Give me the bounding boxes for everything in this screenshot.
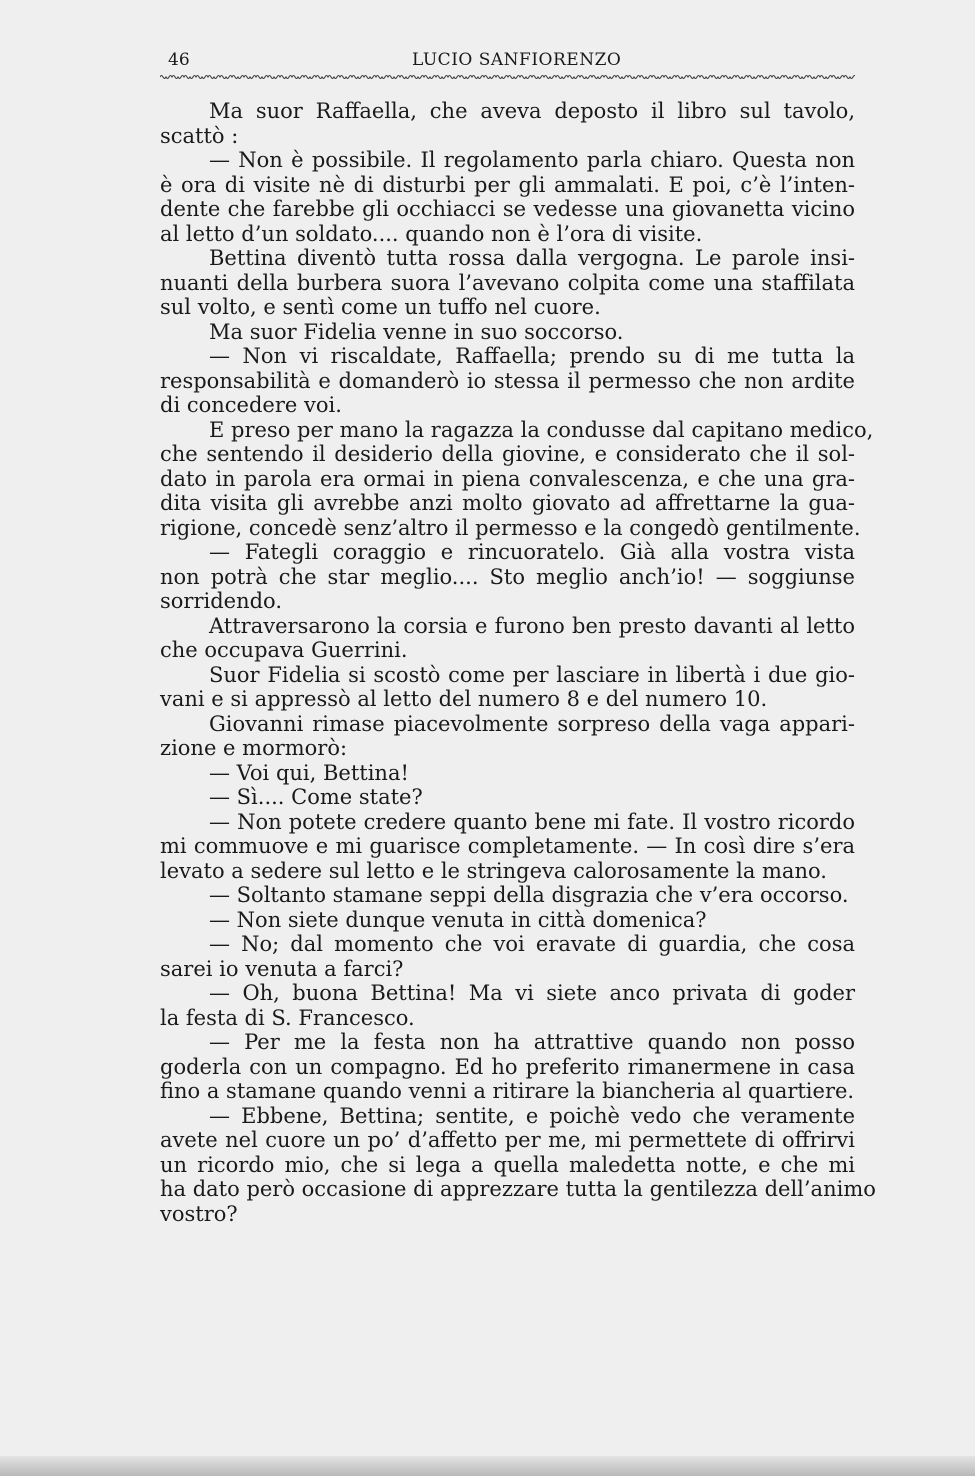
text-line: Ma suor Raffaella, che aveva deposto il libro sul tavolo, <box>209 99 855 123</box>
page-header <box>160 50 855 80</box>
text-line: ha dato però occasione di apprezzare tutta la gentilezza dell’animo <box>160 1177 876 1201</box>
text-line: Suor Fidelia si scostò come per lasciare in libertà i due gio- <box>209 662 855 687</box>
text-line: fino a stamane quando venni a ritirare la biancheria al quartiere. <box>160 1079 855 1103</box>
text-line: Ma suor Fidelia venne in suo soccorso. <box>209 319 624 344</box>
text-line: un ricordo mio, che si lega a quella maledetta notte, e che mi <box>160 1152 855 1177</box>
text-line: — Per me la festa non ha attrattive quando non posso <box>209 1030 855 1054</box>
text-line: rigione, concedè senz’altro il permesso e la congedò gentilmente. <box>160 515 861 540</box>
text-line: la festa di S. Francesco. <box>160 1005 415 1030</box>
text-line: scattò : <box>160 123 239 148</box>
text-line: sul volto, e sentì come un tuffo nel cuore. <box>160 295 601 319</box>
text-line: dita visita gli avrebbe anzi molto giovato ad affrettarne la gua- <box>160 491 855 515</box>
text-line: levato a sedere sul letto e le stringeva calorosamente la mano. <box>160 858 827 883</box>
text-line: Giovanni rimase piacevolmente sorpreso della vaga appari- <box>209 711 855 736</box>
text-line: vostro? <box>160 1201 238 1226</box>
text-line: responsabilità e domanderò io stessa il permesso che non ardite <box>160 368 855 393</box>
text-line: E preso per mano la ragazza la condusse dal capitano medico, <box>209 417 874 442</box>
text-line: mi commuove e mi guarisce completamente. — In così dire s’era <box>160 834 855 858</box>
text-line: zione e mormorò: <box>160 736 348 760</box>
page-number: 46 <box>168 50 190 70</box>
text-line: dato in parola era ormai in piena convalescenza, e che una gra- <box>160 466 855 491</box>
page-bottom-edge <box>0 1456 975 1476</box>
text-line: goderla con un compagno. Ed ho preferito rimanermene in casa <box>160 1054 855 1079</box>
text-line: — Voi qui, Bettina! <box>209 760 409 785</box>
text-line: che sentendo il desiderio della giovine, e considerato che il sol- <box>160 442 855 466</box>
text-line: — Non vi riscaldate, Raffaella; prendo su di me tutta la <box>209 344 855 368</box>
text-line: — Sì.... Come state? <box>209 785 423 809</box>
text-line: è ora di visite nè di disturbi per gli ammalati. E poi, c’è l’inten- <box>160 172 855 197</box>
text-line: — Ebbene, Bettina; sentite, e poichè vedo che veramente <box>209 1103 855 1128</box>
running-title: LUCIO SANFIORENZO <box>412 50 622 70</box>
body-text <box>160 99 876 1226</box>
text-line: che occupava Guerrini. <box>160 638 408 662</box>
text-line: dente che farebbe gli occhiacci se vedesse una giovanetta vicino <box>160 197 855 221</box>
text-line: sorridendo. <box>160 589 283 613</box>
text-line: Bettina diventò tutta rossa dalla vergogna. Le parole insi- <box>209 246 855 270</box>
text-line: al letto d’un soldato.... quando non è l’ora di visite. <box>160 221 703 246</box>
text-line: Attraversarono la corsia e furono ben presto davanti al letto <box>209 613 855 638</box>
text-line: — Fategli coraggio e rincuoratelo. Già alla vostra vista <box>209 540 855 564</box>
text-line: — Non potete credere quanto bene mi fate. Il vostro ricordo <box>209 809 855 834</box>
text-line: avete nel cuore un po’ d’affetto per me, mi permettete di offrirvi <box>160 1128 855 1152</box>
text-line: — Non siete dunque venuta in città domenica? <box>209 907 707 932</box>
text-line: di concedere voi. <box>160 393 342 417</box>
text-line: — No; dal momento che voi eravate di guardia, che cosa <box>209 932 855 956</box>
text-line: vani e si appressò al letto del numero 8 e del numero 10. <box>160 687 768 711</box>
text-line: sarei io venuta a farci? <box>160 956 404 981</box>
text-line: — Non è possibile. Il regolamento parla chiaro. Questa non <box>209 148 855 172</box>
text-line: non potrà che star meglio.... Sto meglio anch’io! — soggiunse <box>160 564 855 589</box>
header-wavy-rule <box>160 72 855 82</box>
text-line: — Soltanto stamane seppi della disgrazia che v’era occorso. <box>209 883 849 907</box>
text-line: nuanti della burbera suora l’avevano colpita come una staffilata <box>160 270 855 295</box>
text-line: — Oh, buona Bettina! Ma vi siete anco privata di goder <box>209 981 855 1005</box>
